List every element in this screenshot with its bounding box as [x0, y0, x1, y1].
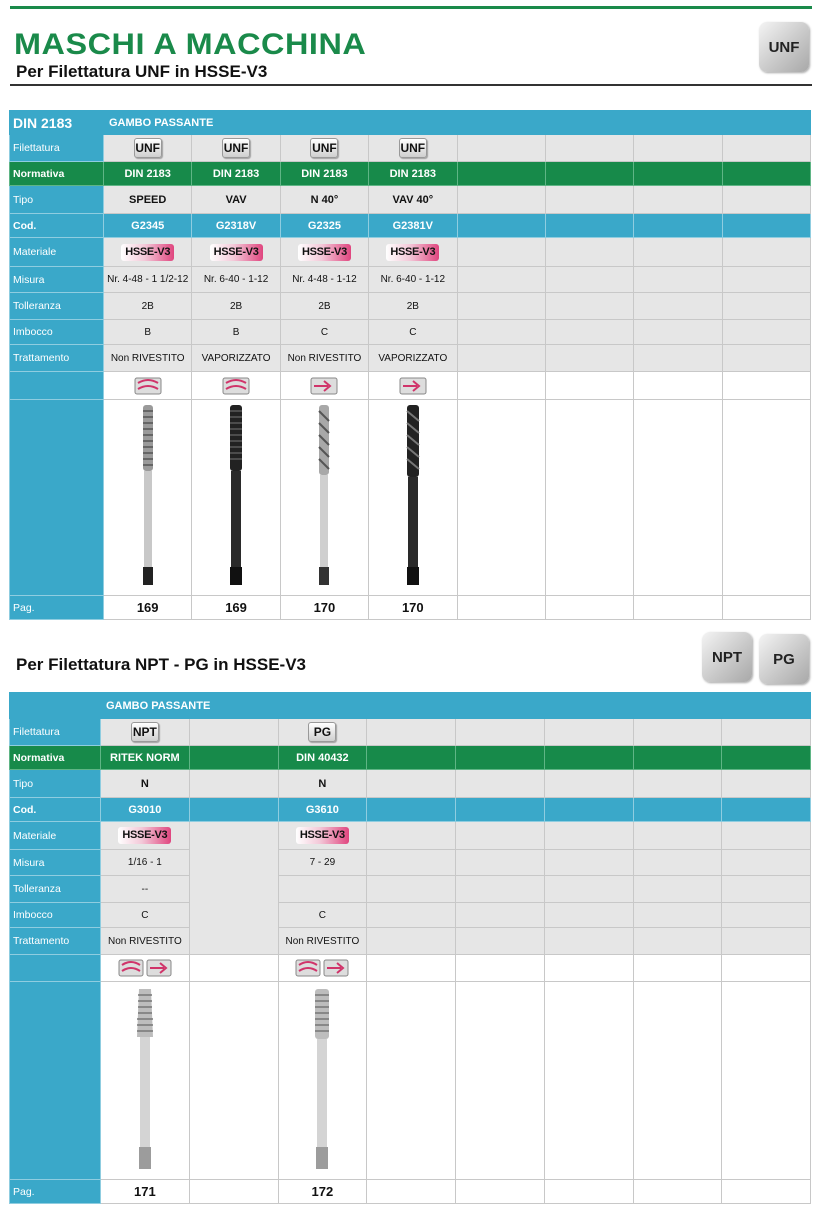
- cell-treatment: Non RIVESTITO: [280, 345, 368, 372]
- blind-hole-icon: [222, 375, 250, 397]
- row-label: Tolleranza: [10, 876, 101, 903]
- through-hole-icon: [399, 375, 427, 397]
- cell-type: N: [101, 770, 190, 798]
- cell-treatment: Non RIVESTITO: [104, 345, 192, 372]
- cell-code: G3610: [278, 798, 367, 822]
- material-chip: HSSE-V3: [298, 244, 351, 261]
- row-treatment: [10, 928, 811, 955]
- cell-size: 1/16 - 1: [101, 850, 190, 876]
- row-label: Misura: [10, 850, 101, 876]
- cell-treatment: Non RIVESTITO: [101, 928, 190, 955]
- tap-image: [125, 985, 165, 1173]
- unf-badge: UNF: [759, 22, 809, 72]
- row-page: [10, 1180, 811, 1204]
- row-size: [10, 850, 811, 876]
- row-label: Trattamento: [10, 928, 101, 955]
- tap-image: [398, 403, 428, 589]
- pg-badge: PG: [759, 634, 809, 684]
- thread-chip: PG: [308, 722, 336, 742]
- cell-code: G2318V: [192, 214, 280, 238]
- cell-tolerance: 2B: [192, 293, 280, 320]
- row-hole-icons: [10, 955, 811, 982]
- cell-standard: RITEK NORM: [101, 746, 190, 770]
- cell-page: 170: [369, 596, 457, 620]
- material-chip: HSSE-V3: [296, 827, 349, 844]
- row-label: Imbocco: [10, 903, 101, 928]
- page-subtitle: Per Filettatura UNF in HSSE-V3: [16, 62, 268, 81]
- cell-chamfer: C: [280, 320, 368, 345]
- cell-standard: DIN 40432: [278, 746, 367, 770]
- cell-tolerance: 2B: [104, 293, 192, 320]
- row-thread: [10, 135, 811, 162]
- row-label: Tipo: [10, 186, 104, 214]
- thread-chip: UNF: [399, 138, 427, 158]
- cell-chamfer: B: [192, 320, 280, 345]
- tap-image: [309, 403, 339, 589]
- npt-badge: NPT: [702, 632, 752, 682]
- row-page: [10, 596, 811, 620]
- cell-type: VAV 40°: [369, 186, 457, 214]
- unf-table: [9, 110, 811, 620]
- blind-hole-icon: [134, 375, 162, 397]
- cell-standard: DIN 2183: [369, 162, 457, 186]
- row-code: [10, 214, 811, 238]
- section2-title: Per Filettatura NPT - PG in HSSE-V3: [16, 655, 307, 674]
- row-label: Normativa: [10, 162, 104, 186]
- cell-code: G3010: [101, 798, 190, 822]
- cell-standard: DIN 2183: [280, 162, 368, 186]
- cell-tolerance: --: [101, 876, 190, 903]
- row-code: [10, 798, 811, 822]
- cell-tolerance: [278, 876, 367, 903]
- row-material: [10, 822, 811, 850]
- cell-chamfer: B: [104, 320, 192, 345]
- row-label: Imbocco: [10, 320, 104, 345]
- top-rule: [10, 6, 812, 9]
- cell-type: N 40°: [280, 186, 368, 214]
- row-label: Tipo: [10, 770, 101, 798]
- cell-page: 169: [104, 596, 192, 620]
- row-standard: [10, 746, 811, 770]
- row-label: Materiale: [10, 822, 101, 850]
- row-label: Filettatura: [10, 719, 101, 746]
- cell-size: Nr. 6-40 - 1-12: [192, 267, 280, 293]
- cell-treatment: VAPORIZZATO: [192, 345, 280, 372]
- row-type: [10, 186, 811, 214]
- row-label: Pag.: [10, 596, 104, 620]
- row-size: [10, 267, 811, 293]
- row-type: [10, 770, 811, 798]
- row-label: Trattamento: [10, 345, 104, 372]
- tap-image: [221, 403, 251, 589]
- row-hole-icons: [10, 372, 811, 400]
- cell-size: Nr. 4-48 - 1-12: [280, 267, 368, 293]
- cell-code: G2381V: [369, 214, 457, 238]
- material-chip: HSSE-V3: [210, 244, 263, 261]
- cell-standard: DIN 2183: [192, 162, 280, 186]
- shank-label: GAMBO PASSANTE: [101, 693, 811, 719]
- row-label: Filettatura: [10, 135, 104, 162]
- material-chip: HSSE-V3: [386, 244, 439, 261]
- din-label: DIN 2183: [10, 111, 104, 135]
- cell-chamfer: C: [278, 903, 367, 928]
- material-chip: HSSE-V3: [121, 244, 174, 261]
- shank-label: GAMBO PASSANTE: [104, 111, 811, 135]
- row-thread: [10, 719, 811, 746]
- row-images: [10, 982, 811, 1180]
- cell-type: SPEED: [104, 186, 192, 214]
- cell-chamfer: C: [101, 903, 190, 928]
- cell-treatment: Non RIVESTITO: [278, 928, 367, 955]
- row-label: Tolleranza: [10, 293, 104, 320]
- row-tolerance: [10, 293, 811, 320]
- thread-chip: UNF: [222, 138, 250, 158]
- page-title: MASCHI A MACCHINA: [14, 28, 367, 61]
- row-tolerance: [10, 876, 811, 903]
- row-label: Misura: [10, 267, 104, 293]
- cell-size: 7 - 29: [278, 850, 367, 876]
- cell-code: G2345: [104, 214, 192, 238]
- cell-page: 170: [280, 596, 368, 620]
- cell-tolerance: 2B: [369, 293, 457, 320]
- cell-chamfer: C: [369, 320, 457, 345]
- material-chip: HSSE-V3: [118, 827, 171, 844]
- cell-page: 172: [278, 1180, 367, 1204]
- row-label: Materiale: [10, 238, 104, 267]
- cell-code: G2325: [280, 214, 368, 238]
- row-label: Pag.: [10, 1180, 101, 1204]
- tap-image: [133, 403, 163, 589]
- row-chamfer: [10, 903, 811, 928]
- npt-pg-table: [9, 692, 811, 1204]
- thread-chip: UNF: [310, 138, 338, 158]
- cell-type: N: [278, 770, 367, 798]
- row-chamfer: [10, 320, 811, 345]
- cell-treatment: VAPORIZZATO: [369, 345, 457, 372]
- cell-type: VAV: [192, 186, 280, 214]
- tap-image: [302, 985, 342, 1173]
- thread-chip: NPT: [131, 722, 159, 742]
- row-images: [10, 400, 811, 596]
- cell-size: Nr. 6-40 - 1-12: [369, 267, 457, 293]
- cell-tolerance: 2B: [280, 293, 368, 320]
- row-standard: [10, 162, 811, 186]
- row-material: [10, 238, 811, 267]
- subtitle-rule: [10, 84, 812, 86]
- row-treatment: [10, 345, 811, 372]
- hole-icons: [295, 957, 349, 979]
- row-label: Cod.: [10, 798, 101, 822]
- thread-chip: UNF: [134, 138, 162, 158]
- row-label: Cod.: [10, 214, 104, 238]
- cell-size: Nr. 4-48 - 1 1/2-12: [104, 267, 192, 293]
- through-hole-icon: [310, 375, 338, 397]
- cell-page: 171: [101, 1180, 190, 1204]
- hole-icons: [118, 957, 172, 979]
- cell-standard: DIN 2183: [104, 162, 192, 186]
- cell-page: 169: [192, 596, 280, 620]
- row-label: Normativa: [10, 746, 101, 770]
